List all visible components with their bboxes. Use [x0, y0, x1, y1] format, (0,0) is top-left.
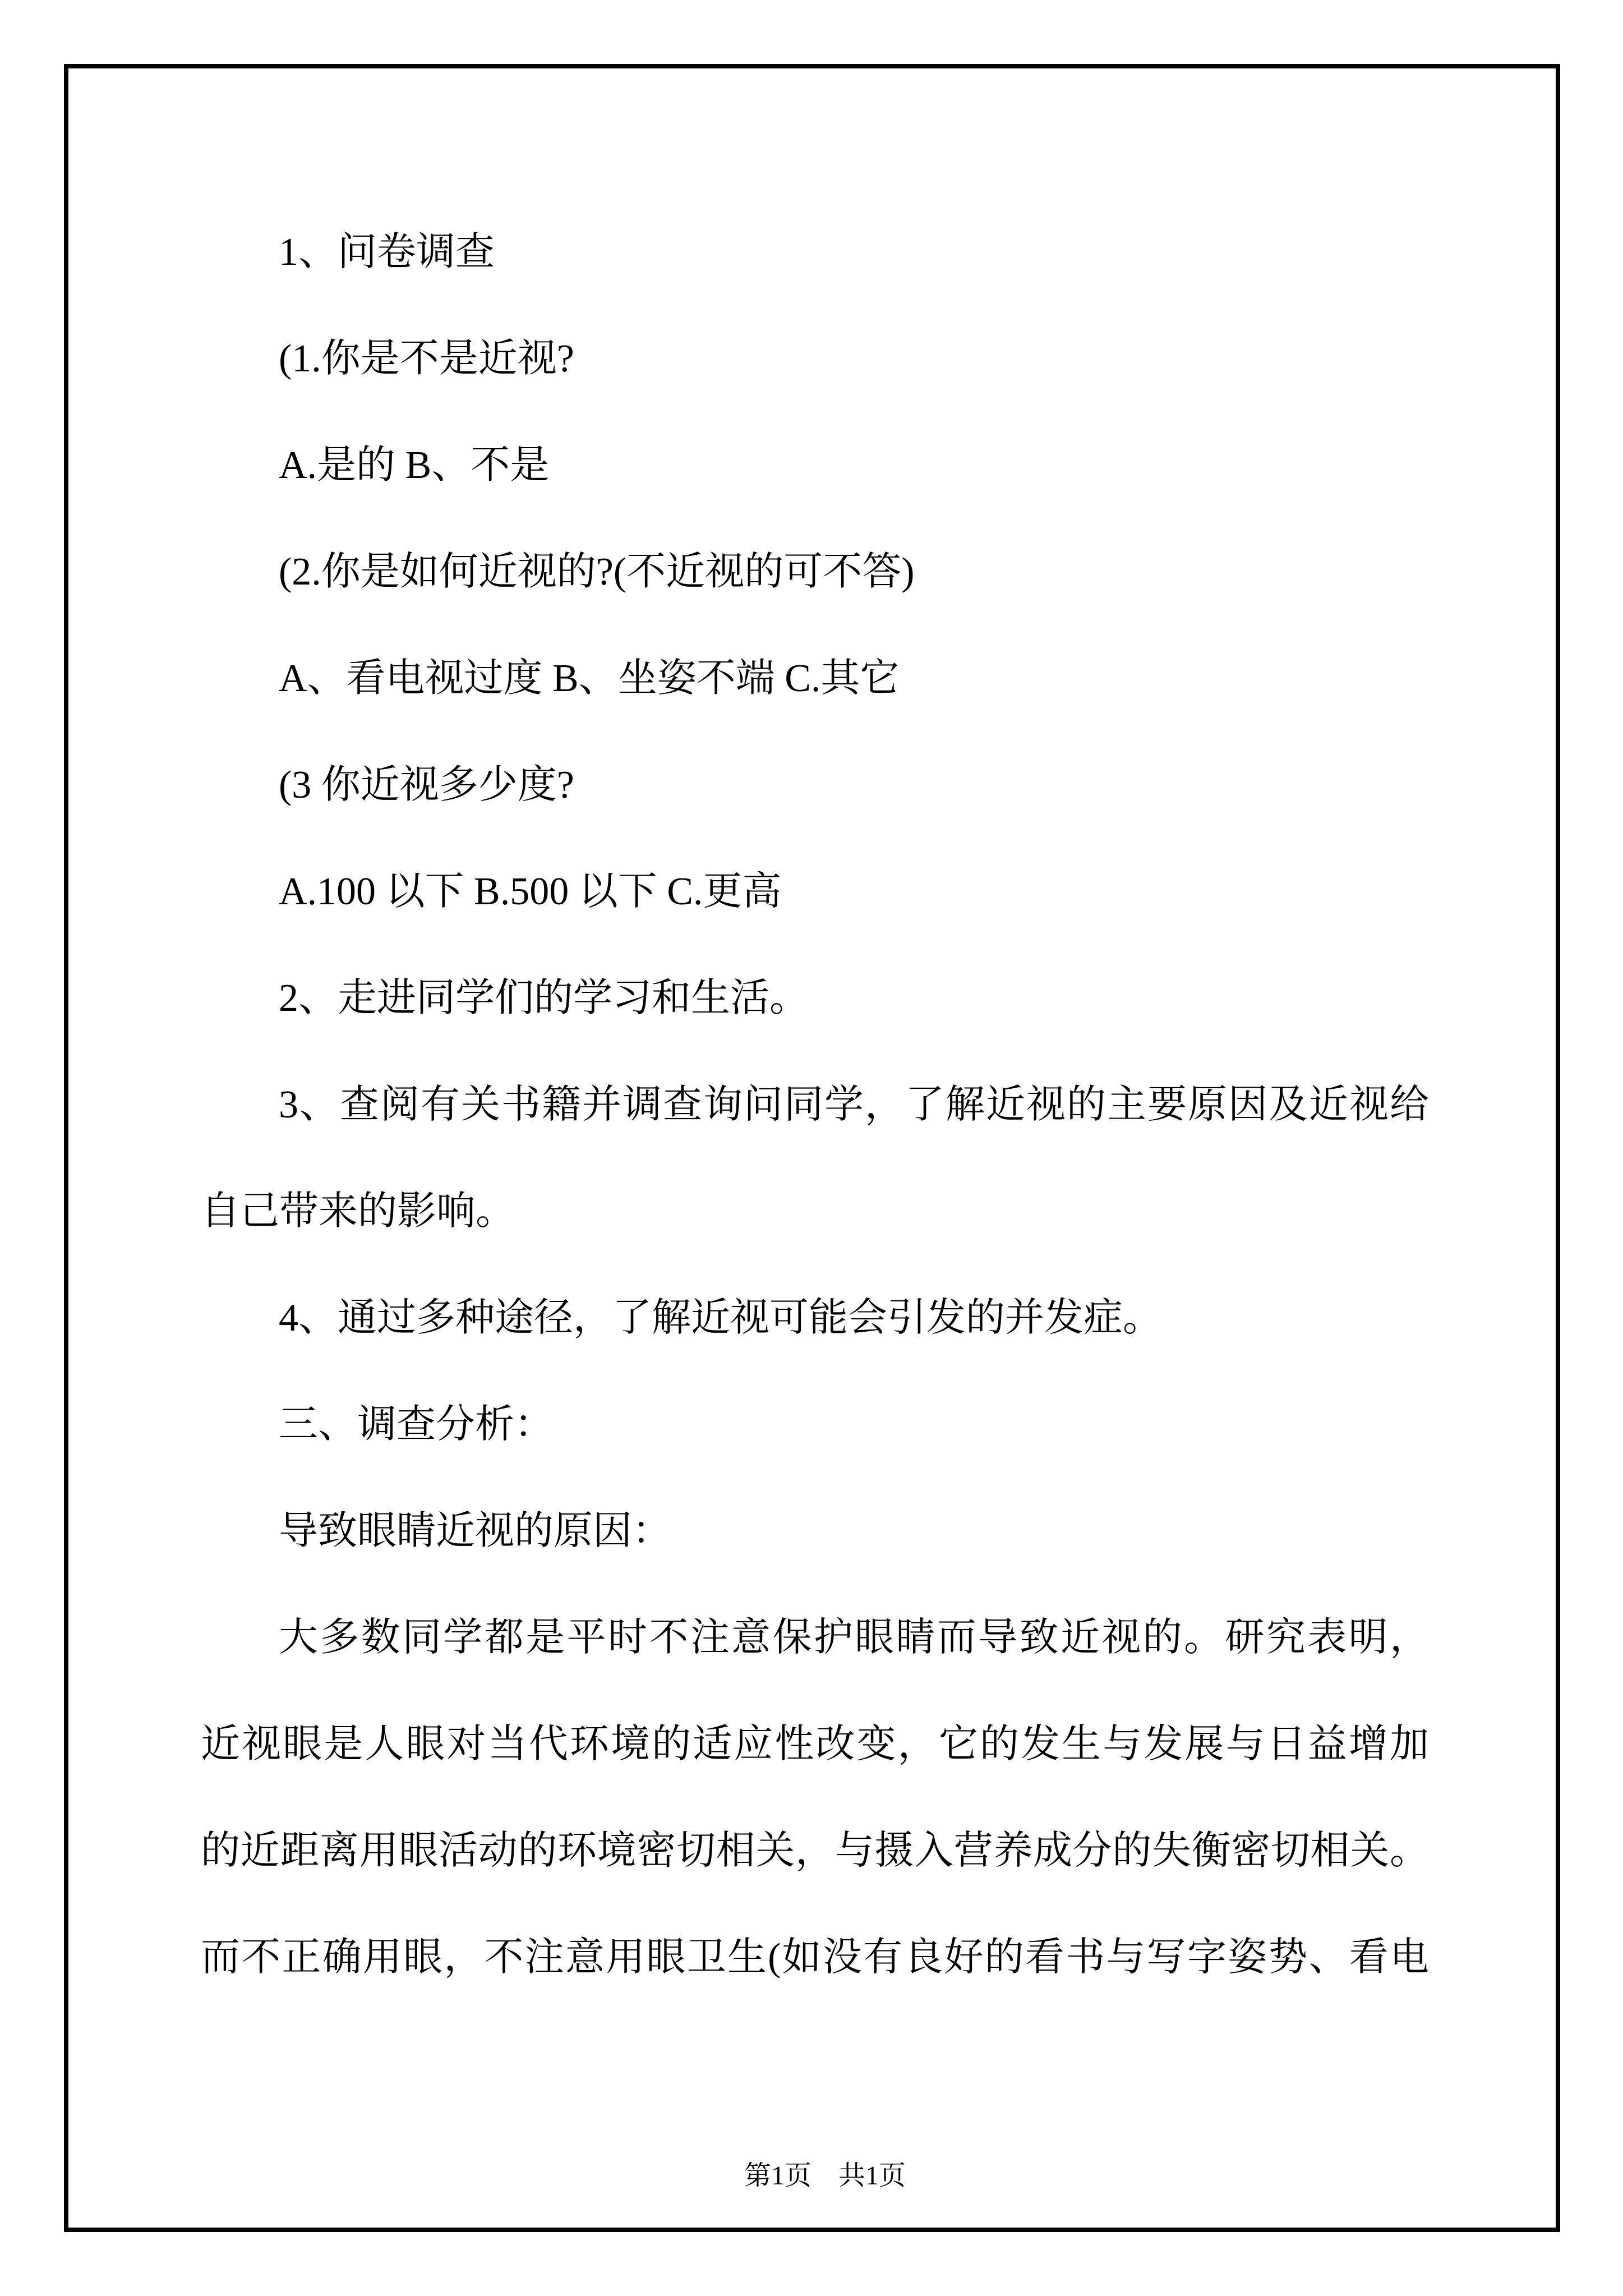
page-footer — [0, 2129, 1623, 2191]
text-line: 三、调查分析： — [279, 1403, 554, 1446]
text-line: 导致眼睛近视的原因： — [279, 1510, 671, 1553]
text-line: (1.你是不是近视? — [279, 337, 574, 380]
document-body — [201, 199, 1429, 2011]
text-line: 4、通过多种途径，了解近视可能会引发的并发症。 — [279, 1296, 1162, 1340]
text-line: A.是的 B、不是 — [279, 444, 550, 487]
text-line: 3、查阅有关书籍并调查询问同学，了解近视的主要原因及近视给 — [279, 1083, 1429, 1126]
text-line: 2、走进同学们的学习和生活。 — [279, 977, 809, 1020]
text-line: (2.你是如何近视的?(不近视的可不答) — [279, 550, 915, 593]
text-line: 1、问卷调查 — [279, 231, 495, 274]
text-line: (3 你近视多少度? — [279, 763, 574, 807]
text-line: A、看电视过度 B、坐姿不端 C.其它 — [279, 657, 900, 700]
text-line: 大多数同学都是平时不注意保护眼睛而导致近视的。研究表明， — [279, 1616, 1429, 1659]
page-number: 第1页 共1页 — [744, 2161, 906, 2191]
text-line: 近视眼是人眼对当代环境的适应性改变，它的发生与发展与日益增加 — [201, 1723, 1429, 1766]
text-line: 而不正确用眼，不注意用眼卫生(如没有良好的看书与写字姿势、看电 — [201, 1936, 1429, 1979]
text-line: A.100 以下 B.500 以下 C.更高 — [279, 870, 782, 913]
text-line: 自己带来的影响。 — [201, 1190, 515, 1233]
text-line: 的近距离用眼活动的环境密切相关，与摄入营养成分的失衡密切相关。 — [201, 1829, 1429, 1872]
